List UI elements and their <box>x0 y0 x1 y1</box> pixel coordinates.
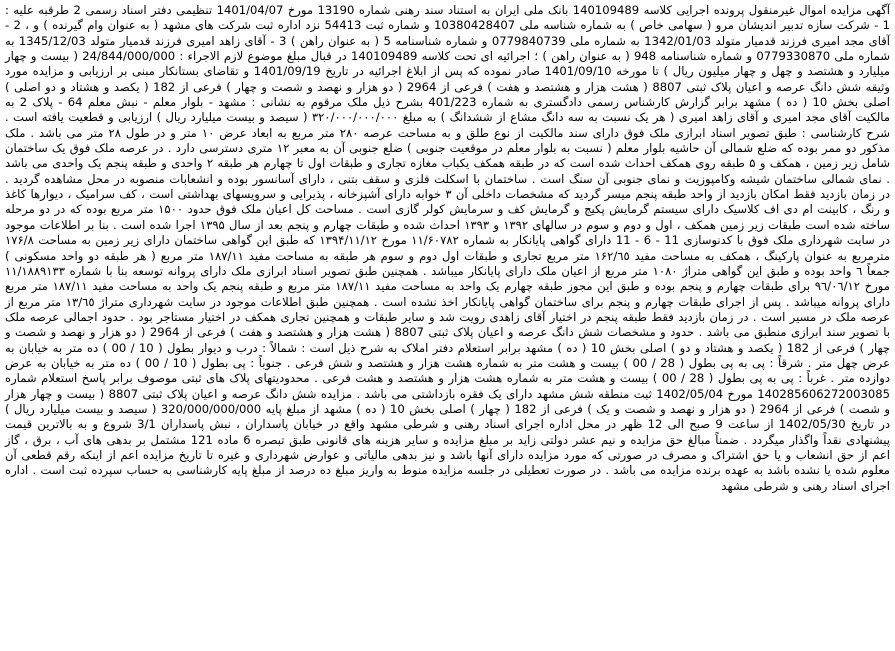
auction-notice-text: آگهی مزایده اموال غیرمنقول پرونده اجرایی کلاسه 140109489 بانک ملی ایران به استناد سند رهنی شماره 13190 مورخ 1401/04/07 تنظیمی دفتر اسناد رسمی 2 طرقبه علیه : 1 - شرکت سازه تدبیر اندیشان مرو ( سهامی خاص ) به شماره شناسه ملی 10380428407 و شماره ثبت 54413 نزد اداره ثبت شرکت های مشهد ( به عنوان وام گیرنده ) و ، 2 - آقای مجد امیری فرزند قدمیار متولد 1342/01/03 به شماره ملی 0779840739 و شماره شناسنامه 5 ( به عنوان راهن ) 3 - آقای زاهد امیری فرزند قدمیار متولد 1345/12/03 به شماره ملی 0779330870 و شماره شناسنامه 948 ( به عنوان راهن ) ؛ اجرائیه ای تحت کلاسه 140109489 در قبال مبلغ موضوع لازم الاجراء : 24/844/000/000 ( بیست و چهار میلیارد و هشتصد و چهل و چهار میلیون ریال ) تا مورخه 1401/09/10 صادر نموده که پس از ابلاغ اجرائیه در تاریخ 1401/09/19 و تقاضای بستانکار مبنی بر ارزیابی و مزایده مورد وثیقه شش دانگ عرصه و اعیان پلاک ثبتی 8807 ( هشت هزار و هشتصد و هفت ) فرعی از 2964 ( دو هزار و نهصد و شصت و چهار ) فرعی از 182 ( یکصد و هشتاد و دو اصلی ) اصلی بخش 10 ( ده ) مشهد برابر گزارش کارشناس رسمی دادگستری به شماره 401/223 بشرح ذیل ملک مرقوم به نشانی : مشهد - بلوار معلم - نبش معلم 64 - پلاک 2 به مالکیت آقای مجد امیری و آقای زاهد امیری ( هر یک نسبت به سه دانگ مشاع از ششدانگ ) به مبلغ ۳۲۰/۰۰۰/۰۰۰/۰۰۰ ( سیصد و بیست میلیارد ریال ) ارزیابی و قطعیت یافته است . شرح کارشناسی : طبق تصویر اسناد ابرازی ملک فوق دارای سند مالکیت از نوع طلق و به مساحت عرصه ۲۸۰ متر مربع به ابعاد عرض ۱۰ متر و در طول ۲۸ متر می باشد . ملک مذکور دو ممر بوده که ضلع شمالی آن حاشیه بلوار معلم ( نسبت به بلوار معلم در موقعیت جنوبی ) ضلع جنوبی آن به معبر ۱۲ متری دسترسی دارد . در عرصه ملک فوق یک ساختمان شامل زیر زمین ، همکف و ۵ طبقه روی همکف احداث شده است که در طبقه همکف یکباب مغازه تجاری و طبقات اول تا چهارم هر طبقه ۲ واحدی و طبقه پنجم یک واحدی می باشد . نمای شمالی ساختمان شیشه وکامپوزیت و نمای جنوبی آن سنگ است . ساختمان با اسکلت فلزی و سقف بتنی ، دارای آسانسور بوده و انشعابات منصوبه در محل مشاهده گردید . در زمان بازدید فقط امکان بازدید از واحد طبقه پنجم میسر گردید که مشخصات داخلی آن ۳ خوابه دارای آشپزخانه ، پذیرایی و سرویسهای بهداشتی است ، کف سرامیک ، دیوارها کاغذ و رنگ ، کابینت ام دی اف کلاسیک دارای سیستم گرمایش پکیج و گرمایش کف و سرمایش کولر گازی است . مساحت کل اعیان ملک فوق حدود ۱۵۰۰ متر مربع بوده که در دو مرحله ساخته شده است طبقات زیر زمین همکف ، اول و دوم و سوم در سالهای ۱۳۹۲ و ۱۳۹۳ احداث شده و طبقات چهارم و پنجم بعد از سال ۱۳۹۵ اجرا شده است . بنا بر اطلاعات موجود در سایت شهرداری ملک فوق با کدنوسازی 11 - 6 - 11 دارای گواهی پایانکار به شماره ۱۱/۶۰۷۸۲ مورخ ۱۳۹۴/۱۱/۱۲ که طبق این گواهی ساختمان دارای زیر زمین به مساحت ۱۷۶/۸ مترمربع به عنوان پارکینگ ، همکف به مساحت مفید ۱۶۲/٦٥ متر مربع تجاری و طبقات اول دوم و سوم هر طبقه به مساحت مفید ۱۸۷/۱۱ متر مربع ( هر طبقه دو واحد مسکونی ) جمعاً ٦ واحد بوده و طبق این گواهی متراژ ۱۰۸۰ متر مربع از اعیان ملک دارای پایانکار میباشد . همچنین طبق تصویر اسناد ابرازی ملک دارای پروانه توسعه بنا با شماره ۱۱/۱۸۸۹۱۳۳ مورخ ۹٦/۰٦/۱۲ برای طبقات چهارم و پنجم بوده و طبق این مجوز طبقه چهارم یک واحد به مساحت مفید ۱۸۷/۱۱ متر مربع و طبقه پنجم یک واحد به مساحت مفید ۱۸۷/۱۱ متر مربع دارای پروانه میباشد . پس از اجرای طبقات چهارم و پنجم برای ساختمان گواهی پایانکار اخذ نشده است . همچنین طبق اطلاعات موجود در سایت شهرداری متراژ ۱۳/٦٥ متر مربع از عرصه ملک در مسیر است . در زمان بازدید فقط طبقه پنجم در اختیار آقای زاهدی رویت شد و سایر طبقات و همچنین تجاری همکف در اختیار مستاجر بود . حدود اجمالی عرصه ملک با تصویر سند ابرازی منطبق می باشد . حدود و مشخصات شش دانگ عرصه و اعیان پلاک ثبتی 8807 ( هشت هزار و هشتصد و هفت ) فرعی از 2964 ( دو هزار و نهصد و شصت و چهار ) فرعی از 182 ( یکصد و هشتاد و دو ) اصلی بخش 10 ( ده ) مشهد برابر استعلام دفتر املاک به شرح ذیل است : شمالاً : درب و دیوار بطول ( 10 / 00 ) ده متر به خیابان به عرض چهل متر . شرقاً : پی به پی بطول ( 28 / 00 ) بیست و هشت متر به شماره هشت هزار و هشتصد و شش فرعی . جنوباً : پی بطول ( 10 / 00 ) ده متر به خیابان به عرض دوازده متر . غرباً : پی به پی بطول ( 28 / 00 ) بیست و هشت متر به شماره هشت هزار و هشتصد و هشت فرعی . محدودیتهای پلاک های ثبتی موصوف برابر پاسخ استعلام شماره 140285606272003085 مورخ 1402/05/04 ثبت منطقه شش مشهد دارای یک فقره بازداشتی می باشد . مزایده شش دانگ عرصه و اعیان پلاک ثبتی 8807 ( بیست و چهار هزار و شصت ) فرعی از 2964 ( دو هزار و نهصد و شصت و یک ) فرعی از 182 ( چهار ) اصلی بخش 10 ( ده ) مشهد از مبلغ پایه 320/000/000/000 ( سیصد و بیست میلیارد ریال ) در تاریخ 1402/05/30 از ساعت 9 صبح الی 12 ظهر در محل اداره اجرای اسناد رهنی و شرطی مشهد واقع در خیابان پاسداران ، نبش پاسداران 3/1 شروع و به بالاترین قیمت پیشنهادی نقداً واگذار میگردد . ضمناً مبالغ حق مزایده و نیم عشر دولتی زاید بر مبلغ مزایده و سایر هزینه های قانونی طبق تبصره 6 ماده 121 مشتمل بر بدهی های آب ، برق ، گاز اعم از حق انشعاب و یا حق اشتراک و مصرف در صورتی که مورد مزایده دارای آنها باشد و نیز بدهی مالیاتی و عوارض شهرداری و غیره تا تاریخ مزایده اعم از اینکه رقم قطعی آن معلوم شده یا نشده باشد به عهده برنده مزایده می باشد . در صورت تعطیلی در جلسه مزایده منوط به واریز مبلغ ده درصد از مبلغ پایه کارشناسی به حساب سپرده ثبت است . اداره اجرای اسناد رهنی و شرطی مشهد <box>5 3 891 493</box>
